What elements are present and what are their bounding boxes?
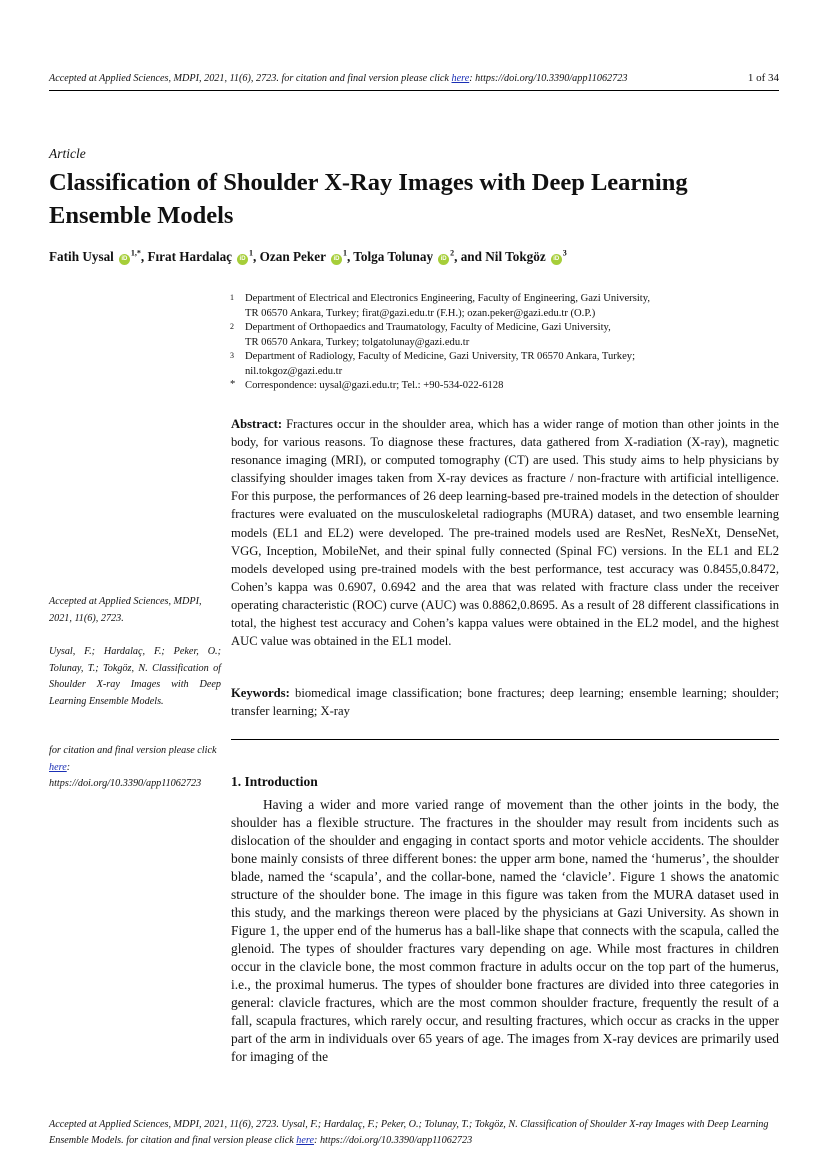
affiliation-line: TR 06570 Ankara, Turkey; tolgatolunay@gazi.edu.tr [245, 336, 470, 348]
paper-title: Classification of Shoulder X-Ray Images with Deep Learning Ensemble Models [49, 169, 688, 229]
author-sep: , [253, 249, 260, 265]
author [147, 249, 259, 264]
author-affil-sup: 1,* [130, 249, 141, 258]
correspondence-item [230, 379, 790, 394]
orcid-icon[interactable]: iD [119, 254, 130, 265]
orcid-icon[interactable]: iD [237, 254, 248, 265]
abstract-label: Abstract: [231, 417, 283, 431]
author-sep: , [140, 249, 148, 265]
affiliation-text [245, 292, 790, 321]
affiliations [230, 292, 790, 394]
author-affil-sup: 3 [562, 249, 567, 258]
orcid-icon[interactable]: iD [438, 254, 449, 265]
affiliation-item [230, 321, 790, 350]
abstract-text: Fractures occur in the shoulder area, which has a wider range of motion than other joints in the body, for various reasons. To diagnose these fractures, data gathered from X-radiation (X-ray), magnetic resonance imaging (MRI), or computed tomography (CT) are used. This study aims to help physicians by classifying shoulder images taken from X-ray devices as fracture / non-fracture with artificial intelligence. For this purpose, the performances of 26 deep learning-based pre-trained models in the detection of shoulder fractures were evaluated on the musculoskeletal radiographs (MURA) dataset, and two ensemble learning models (EL1 and EL2) were developed. The pre-trained models used are ResNet, ResNeXt, DenseNet, VGG, Inception, MobileNet, and their spinal fully connected (Spinal FC) versions. In the EL1 and EL2 models developed using pre-trained models with the best performance, test accuracy was 0.8455,0.8472, Cohen’s kappa was 0.6907, 0.6942 and the area that was related with fracture class under the receiver operating characteristic (ROC) curve (AUC) was 0.8862,0.8695. As a result of 28 different classifications in total, the highest test accuracy and Cohen’s kappa values were obtained in the EL2 model, and the highest AUC value was obtained in the EL1 model. [231, 417, 779, 649]
author-name: Fırat Hardalaç [147, 249, 233, 265]
running-header [49, 72, 779, 91]
sidebar-accepted: Accepted at Applied Sciences, MDPI, 2021, 11(6), 2723. [49, 596, 202, 624]
affiliation-line: Department of Orthopaedics and Traumatology, Faculty of Medicine, Gazi University, [245, 322, 611, 333]
keywords-label: Keywords: [231, 686, 290, 700]
sidebar-cite-prefix: for citation and final version please click [49, 745, 217, 756]
author-affil-sup: 1 [249, 249, 254, 258]
correspondence-marker: * [230, 379, 236, 390]
author-affil-sup: 1 [342, 249, 347, 258]
affiliation-line: Department of Electrical and Electronics Engineering, Faculty of Engineering, Gazi University, [245, 293, 650, 304]
page-current: 1 [747, 72, 754, 84]
author [485, 249, 566, 264]
abstract [231, 415, 779, 650]
page-of: of [756, 72, 766, 84]
affiliation-text [245, 321, 790, 350]
header-doi: : https://doi.org/10.3390/app11062723 [469, 73, 628, 84]
sidebar-doi [49, 743, 221, 793]
orcid-icon[interactable]: iD [331, 254, 342, 265]
article-type: Article [49, 146, 86, 161]
sidebar-citation: Uysal, F.; Hardalaç, F.; Peker, O.; Tolunay, T.; Tokgöz, N. Classification of Shoulder X-ray Images with Deep Learning Ensemble Models. [49, 646, 221, 707]
author-name: Ozan Peker [259, 249, 326, 265]
keywords-text: biomedical image classification; bone fractures; deep learning; ensemble learning; shoulder; transfer learning; X-ray [231, 686, 779, 719]
intro-paragraph: Having a wider and more varied range of movement than the other joints in the body, the shoulder has a flexible structure. The fractures in the shoulder may result from incidents such as dislocation of the shoulder and engaging in contact sports and motor vehicle accidents. The shoulder bone mainly consists of three different bones: the upper arm bone, named the ‘humerus’, the shoulder blade, named the ‘scapula’, and the collar-bone, named the ‘clavicle’. Figure 1 shows the anatomic structure of the shoulder bone. The image in this figure was taken from the MURA dataset used in this study, and the markings thereon were placed by the physicians at Gazi University. As shown in Figure 1, the upper end of the humerus has a ball-like shape that connects with the scapula, called the glenoid. The types of shoulder fractures vary depending on age. While most fractures in children occur in the clavicle bone, the most common fracture in adults occur on the top part of the humerus, i.e., the proximal humerus. The types of shoulder bone fractures are divided into three categories in general: clavicle fractures, which are the most common shoulder fracture, frequently the result of a fall, scapula fractures, which rarely occur, and resulting fractures, which occur as cracks in the upper part of the arm in individuals over 65 years of age. The images from X-ray devices are primarily used for imaging of the [231, 797, 779, 1064]
affiliation-line: TR 06570 Ankara, Turkey; firat@gazi.edu.tr (F.H.); ozan.peker@gazi.edu.tr (O.P.) [245, 307, 596, 319]
author-affil-sup: 2 [450, 249, 455, 258]
sidebar-here-link[interactable]: here [49, 761, 67, 773]
header-citation-text: Accepted at Applied Sciences, MDPI, 2021, 11(6), 2723. for citation and final version please click [49, 73, 452, 84]
header-here-link[interactable]: here [451, 73, 470, 84]
author [353, 249, 485, 264]
correspondence-text: Correspondence: uysal@gazi.edu.tr; Tel.: +90-534-022-6128 [245, 380, 504, 391]
orcid-icon[interactable]: iD [551, 254, 562, 265]
affiliation-line: Department of Radiology, Faculty of Medicine, Gazi University, TR 06570 Ankara, Turkey; [245, 351, 636, 362]
divider [231, 739, 779, 740]
affiliation-line: nil.tokgoz@gazi.edu.tr [245, 365, 343, 377]
author [49, 249, 147, 264]
footer-doi: : https://doi.org/10.3390/app11062723 [314, 1135, 473, 1146]
affiliation-item [230, 350, 790, 379]
footer-text: Accepted at Applied Sciences, MDPI, 2021, 11(6), 2723. Uysal, F.; Hardalaç, F.; Peker, O.; Tolunay, T.; Tokgöz, N. Classification of Shoulder X-ray Images with Deep Learning Ensemble Models. for citation and final version please click [49, 1119, 769, 1146]
page-total: 34 [768, 72, 779, 84]
header-citation [49, 73, 627, 84]
author-list [49, 249, 789, 265]
author-name: Tolga Tolunay [353, 249, 434, 265]
affiliation-item [230, 292, 790, 321]
author-sep: , [346, 249, 354, 265]
author-name: Fatih Uysal [49, 249, 114, 265]
affiliation-number: 3 [230, 351, 234, 360]
page-footer [49, 1117, 779, 1149]
affiliation-number: 1 [230, 293, 234, 302]
affiliation-number: 2 [230, 322, 234, 331]
page-number [748, 72, 779, 84]
author-name: Nil Tokgöz [485, 249, 546, 265]
author [260, 249, 354, 264]
sidebar-doi-text: : https://doi.org/10.3390/app11062723 [49, 761, 202, 789]
keywords [231, 684, 779, 720]
author-sep: , and [454, 249, 486, 265]
section-heading: 1. Introduction [231, 774, 318, 789]
footer-here-link[interactable]: here [296, 1135, 315, 1146]
affiliation-text [245, 350, 790, 379]
